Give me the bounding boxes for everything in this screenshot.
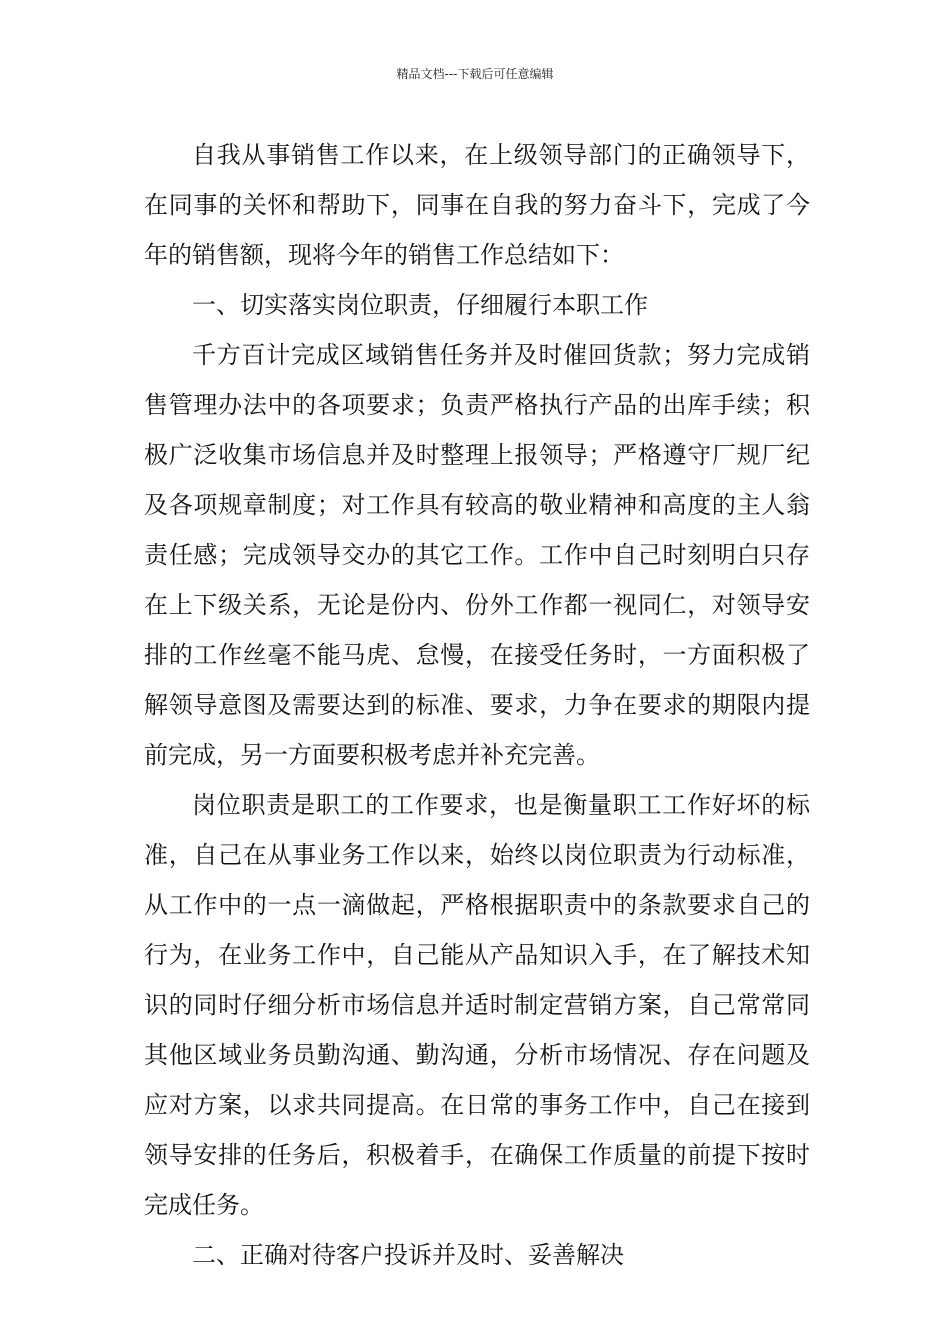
intro-paragraph: 自我从事销售工作以来，在上级领导部门的正确领导下，在同事的关怀和帮助下，同事在自我的努力奋斗下，完成了今年的销售额，现将今年的销售工作总结如下：: [144, 141, 810, 269]
section-1-paragraph-1: 千方百计完成区域销售任务并及时催回货款；努力完成销售管理办法中的各项要求；负责严格执行产品的出库手续；积极广泛收集市场信息并及时整理上报领导；严格遵守厂规厂纪及各项规章制度；对工作具有较高的敬业精神和高度的主人翁责任感；完成领导交办的其它工作。工作中自己时刻明白只存在上下级关系，无论是份内、份外工作都一视同仁，对领导安排的工作丝毫不能马虎、怠慢，在接受任务时，一方面积极了解领导意图及需要达到的标准、要求，力争在要求的期限内提前完成，另一方面要积极考虑并补充完善。: [144, 341, 810, 769]
section-heading-1: 一、切实落实岗位职责，仔细履行本职工作: [192, 291, 648, 319]
section-heading-2: 二、正确对待客户投诉并及时、妥善解决: [192, 1241, 624, 1269]
document-body: [144, 130, 810, 1280]
page-header: 精品文档---下载后可任意编辑: [396, 67, 554, 81]
section-1-paragraph-2: 岗位职责是职工的工作要求，也是衡量职工工作好坏的标准，自己在从事业务工作以来，始终以岗位职责为行动标准，从工作中的一点一滴做起，严格根据职责中的条款要求自己的行为，在业务工作中，自己能从产品知识入手，在了解技术知识的同时仔细分析市场信息并适时制定营销方案，自己常常同其他区域业务员勤沟通、勤沟通，分析市场情况、存在问题及应对方案，以求共同提高。在日常的事务工作中，自己在接到领导安排的任务后，积极着手，在确保工作质量的前提下按时完成任务。: [144, 791, 810, 1219]
